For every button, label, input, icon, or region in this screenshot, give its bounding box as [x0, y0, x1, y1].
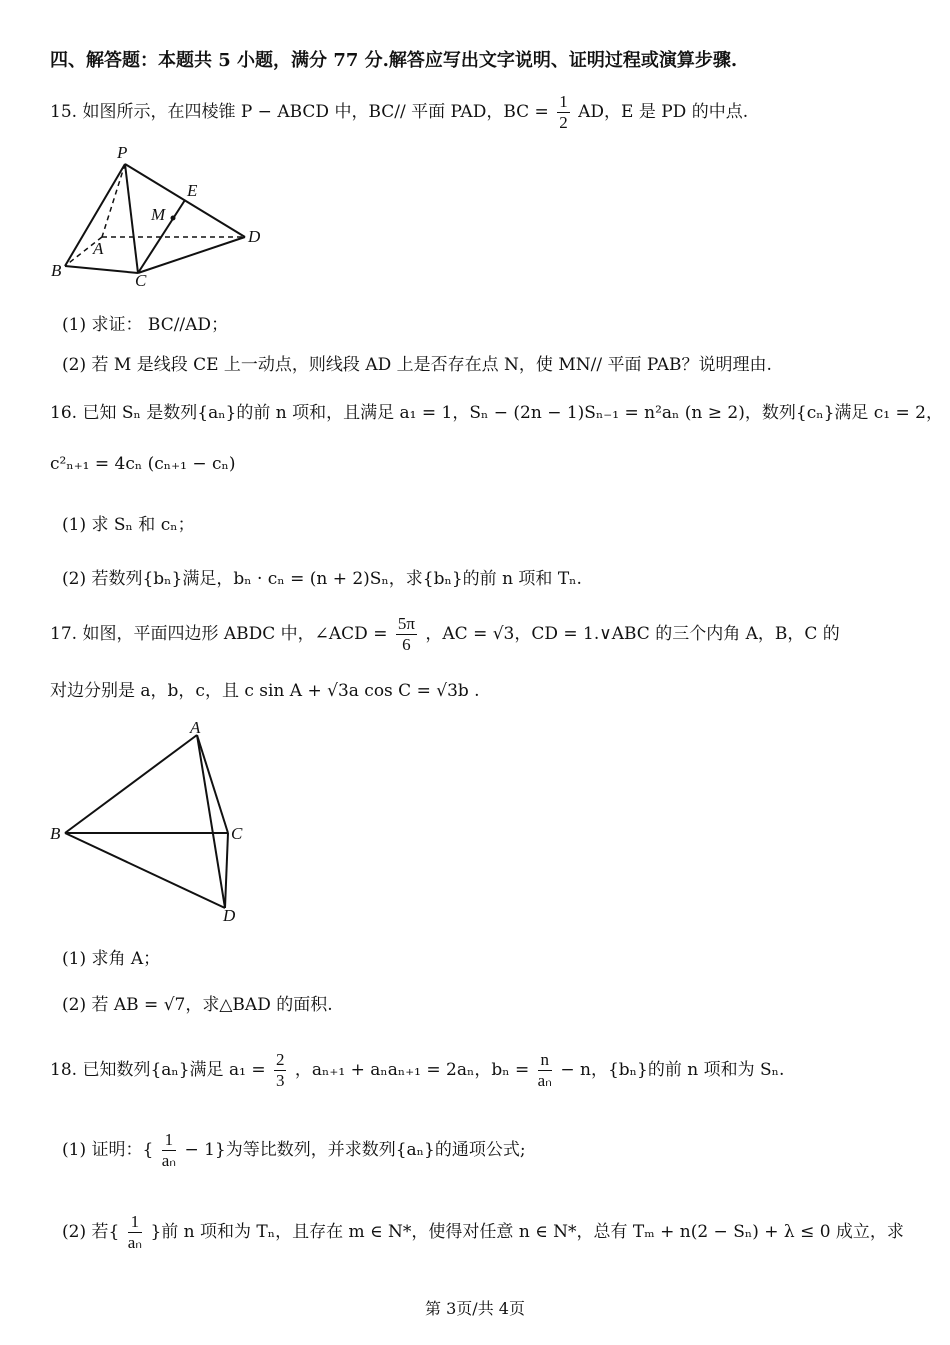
label-b: B [50, 824, 61, 843]
q16-stem: 16. 已知 Sₙ 是数列{aₙ}的前 n 项和，且满足 a₁ = 1，Sₙ − (2n − 1)Sₙ₋₁ = n²aₙ (n ≥ 2)，数列{cₙ}满足 c₁ = 2， [50, 403, 943, 423]
q15-part1: (1) 求证： BC//AD； [62, 315, 229, 335]
q18-part1-b: − 1}为等比数列，并求数列{aₙ}的通项公式; [184, 1140, 526, 1160]
edge-pc [125, 164, 138, 273]
q16-stem2: c²ₙ₊₁ = 4cₙ (cₙ₊₁ − cₙ) [50, 454, 236, 474]
q16-part1: (1) 求 Sₙ 和 cₙ； [62, 515, 195, 535]
edge-ac [197, 735, 228, 833]
q15-fraction [557, 92, 570, 133]
q17-fraction [396, 614, 417, 655]
edge-ad [197, 735, 225, 908]
label-e: E [187, 181, 198, 200]
q18-part1-fraction [162, 1130, 176, 1171]
edge-cd [225, 833, 228, 908]
section-heading: 四、解答题：本题共 5 小题，满分 77 分.解答应写出文字说明、证明过程或演算步骤. [50, 50, 738, 71]
page-footer: 第 3页/共 4页 [425, 1299, 525, 1318]
edge-cd [138, 237, 245, 273]
label-m: M [151, 205, 166, 224]
q17-stem-b: ，AC = √3，CD = 1.∨ABC 的三个内角 A，B，C 的 [425, 624, 840, 644]
q18-stem-a: 18. 已知数列{aₙ}满足 a₁ = [50, 1060, 266, 1080]
q18-part2-fraction [128, 1212, 142, 1253]
q18-stem-b: ，aₙ₊₁ + aₙaₙ₊₁ = 2aₙ，bₙ = [294, 1060, 530, 1080]
q16-part2: (2) 若数列{bₙ}满足，bₙ · cₙ = (n + 2)Sₙ，求{bₙ}的前 n 项和 Tₙ. [62, 569, 582, 589]
q15-stem-a: 15. 如图所示，在四棱锥 P − ABCD 中，BC// 平面 PAD，BC = [50, 102, 549, 122]
q17-quadrilateral-figure [45, 715, 265, 925]
q18-frac2-num: n [538, 1050, 552, 1071]
q17-stem [50, 614, 840, 655]
q18-fraction-bn [538, 1050, 552, 1091]
q17-part1: (1) 求角 A； [62, 949, 161, 969]
q17-stem2: 对边分别是 a，b，c，且 c sin A + √3a cos C = √3b . [50, 681, 480, 701]
label-c: C [231, 824, 243, 843]
q15-stem [50, 92, 748, 133]
q17-part2: (2) 若 AB = √7，求△BAD 的面积. [62, 995, 333, 1015]
label-a: A [93, 239, 104, 258]
q18-frac2-den: aₙ [537, 1071, 552, 1090]
edge-ab [65, 735, 197, 833]
edge-bd [65, 833, 225, 908]
q17-frac-den: 6 [402, 635, 411, 654]
q15-pyramid-figure [45, 140, 275, 290]
q18-part2 [62, 1212, 904, 1253]
label-c: C [135, 271, 147, 290]
label-d: D [223, 906, 236, 925]
q18-stem [50, 1050, 784, 1091]
q15-part2: (2) 若 M 是线段 CE 上一动点，则线段 AD 上是否存在点 N，使 MN// 平面 PAB？说明理由. [62, 355, 772, 375]
q18-frac1-den: 3 [275, 1071, 285, 1090]
q17-frac-num: 5π [397, 614, 415, 633]
label-b: B [51, 261, 62, 280]
q18-fraction-a1 [274, 1050, 287, 1091]
label-p: P [117, 143, 128, 162]
edge-pa-hidden [102, 164, 125, 237]
q18-part1-a: (1) 证明：{ [62, 1140, 154, 1160]
q18-part2-a: (2) 若{ [62, 1222, 120, 1242]
point-m [171, 216, 176, 221]
q18-part2-frac-num: 1 [128, 1212, 142, 1233]
q17-stem-a: 17. 如图，平面四边形 ABDC 中，∠ACD = [50, 624, 388, 644]
q15-frac-den: 2 [559, 113, 568, 132]
q18-part1-frac-den: aₙ [161, 1151, 177, 1170]
q18-part2-frac-den: aₙ [127, 1233, 143, 1252]
edge-bc [65, 266, 138, 273]
q18-stem-c: − n，{bₙ}的前 n 项和为 Sₙ. [560, 1060, 785, 1080]
q18-part1-frac-num: 1 [162, 1130, 176, 1151]
q18-part2-b: }前 n 项和为 Tₙ，且存在 m ∈ N*，使得对任意 n ∈ N*，总有 Tₘ + n(2 − Sₙ) + λ ≤ 0 成立，求 [150, 1222, 904, 1242]
q18-part1 [62, 1130, 526, 1171]
label-a: A [190, 718, 201, 737]
q15-stem-b: AD，E 是 PD 的中点. [578, 102, 749, 122]
label-d: D [248, 227, 261, 246]
q18-frac1-num: 2 [275, 1050, 285, 1069]
q15-frac-num: 1 [559, 92, 568, 111]
